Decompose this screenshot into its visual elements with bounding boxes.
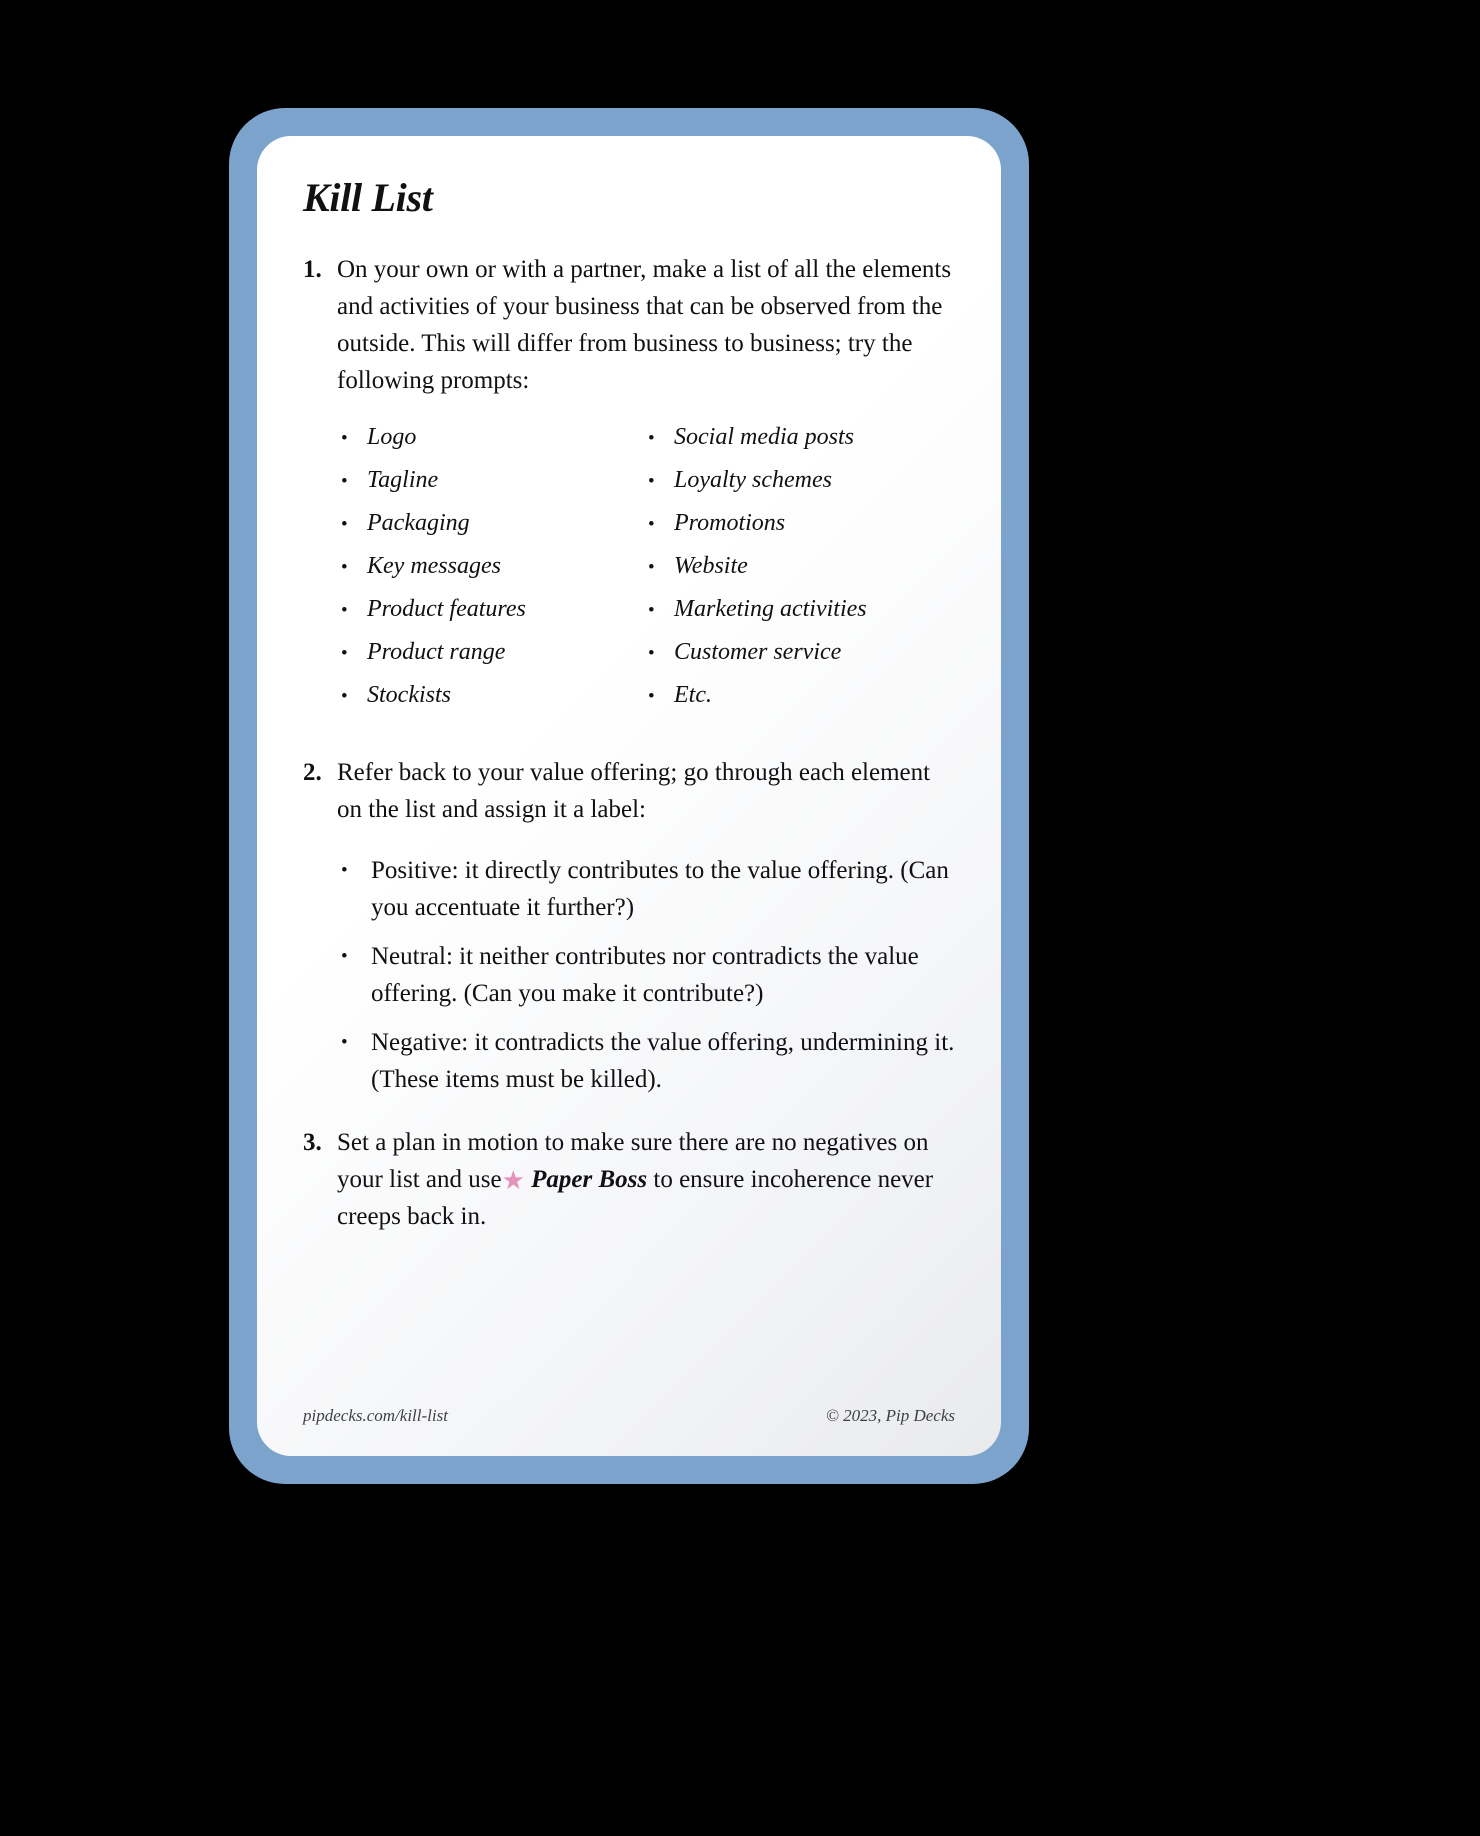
list-item [341, 509, 648, 539]
list-item [648, 595, 955, 625]
bullet-icon: • [648, 600, 655, 621]
prompt-list-right-column [648, 423, 955, 724]
list-item [648, 552, 955, 582]
bullet-icon: • [341, 600, 348, 621]
list-item [341, 938, 955, 1012]
list-item [648, 423, 955, 453]
prompt-list [341, 423, 955, 724]
list-item [341, 852, 955, 926]
list-item-label: Product range [367, 639, 506, 665]
step-2-number: 2. [303, 759, 322, 786]
step-1-number: 1. [303, 256, 322, 283]
background-noise-block [1078, 1182, 1092, 1192]
list-item-label: Etc. [674, 682, 712, 708]
bullet-icon: • [341, 428, 348, 449]
list-item [341, 595, 648, 625]
list-item [341, 423, 648, 453]
bullet-icon: • [341, 946, 348, 967]
step-1-text: On your own or with a partner, make a list of all the elements and activities of your business that can be observed from the outside. This will differ from business to business; try the following prompts: [337, 256, 952, 394]
list-item-label: Loyalty schemes [674, 467, 832, 493]
footer-copyright: © 2023, Pip Decks [825, 1406, 955, 1425]
bullet-icon: • [341, 860, 348, 881]
step-2 [303, 754, 955, 828]
list-item-label: Key messages [367, 553, 501, 579]
list-item-label: Website [674, 553, 748, 579]
bullet-icon: • [341, 643, 348, 664]
list-item-label: Logo [367, 424, 417, 450]
bullet-icon: • [341, 557, 348, 578]
step-3-text-before: Set a plan in motion to make sure there are no negatives on your list and use [337, 1129, 929, 1193]
list-item [648, 681, 955, 711]
bullet-icon: • [648, 471, 655, 492]
list-item-label: Promotions [674, 510, 786, 536]
paper-boss-reference[interactable]: Paper Boss [531, 1166, 648, 1193]
page-title: Kill List [303, 175, 433, 220]
list-item-label: Neutral: it neither contributes nor contradicts the value offering. (Can you make it contribute?) [371, 943, 919, 1007]
bullet-icon: • [341, 1032, 348, 1053]
list-item [648, 638, 955, 668]
step-2-text: Refer back to your value offering; go through each element on the list and assign it a label: [337, 759, 931, 823]
kill-list-card [257, 136, 1001, 1456]
bullet-icon: • [648, 428, 655, 449]
card-footer [303, 1406, 955, 1426]
background-noise-block [120, 1010, 144, 1836]
list-item-label: Product features [367, 596, 526, 622]
list-item [648, 509, 955, 539]
star-icon: ★ [501, 1166, 525, 1195]
step-3-text-after: to ensure incoherence never creeps back in. [337, 1166, 934, 1230]
list-item-label: Customer service [674, 639, 842, 665]
step-1 [303, 251, 955, 399]
card-border [229, 108, 1029, 1484]
list-item [648, 466, 955, 496]
background-noise-block [1040, 1178, 1058, 1192]
list-item [341, 681, 648, 711]
list-item [341, 466, 648, 496]
background-noise-block [144, 1002, 158, 1016]
step-3-number: 3. [303, 1129, 322, 1156]
list-item-label: Tagline [367, 467, 439, 493]
bullet-icon: • [648, 557, 655, 578]
bullet-icon: • [648, 686, 655, 707]
bullet-icon: • [341, 686, 348, 707]
background-noise-block [1152, 1174, 1174, 1192]
bullet-icon: • [648, 514, 655, 535]
list-item [341, 552, 648, 582]
list-item-label: Negative: it contradicts the value offering, undermining it. (These items must be killed). [371, 1029, 955, 1093]
list-item [341, 1024, 955, 1098]
step-3-text [337, 1124, 955, 1235]
background-noise-block [144, 1026, 234, 1836]
list-item-label: Packaging [367, 510, 470, 536]
background-noise-block [1030, 1190, 1480, 1836]
bullet-icon: • [341, 471, 348, 492]
footer-url[interactable]: pipdecks.com/kill-list [303, 1406, 448, 1425]
list-item-label: Marketing activities [674, 596, 867, 622]
background-noise-block [0, 996, 120, 1836]
bullet-icon: • [341, 514, 348, 535]
bullet-icon: • [648, 643, 655, 664]
list-item-label: Positive: it directly contributes to the value offering. (Can you accentuate it further?) [371, 857, 949, 921]
list-item-label: Social media posts [674, 424, 854, 450]
list-item-label: Stockists [367, 682, 451, 708]
prompt-list-left-column [341, 423, 648, 724]
list-item [341, 638, 648, 668]
label-list [341, 852, 955, 1098]
step-3 [303, 1124, 955, 1235]
